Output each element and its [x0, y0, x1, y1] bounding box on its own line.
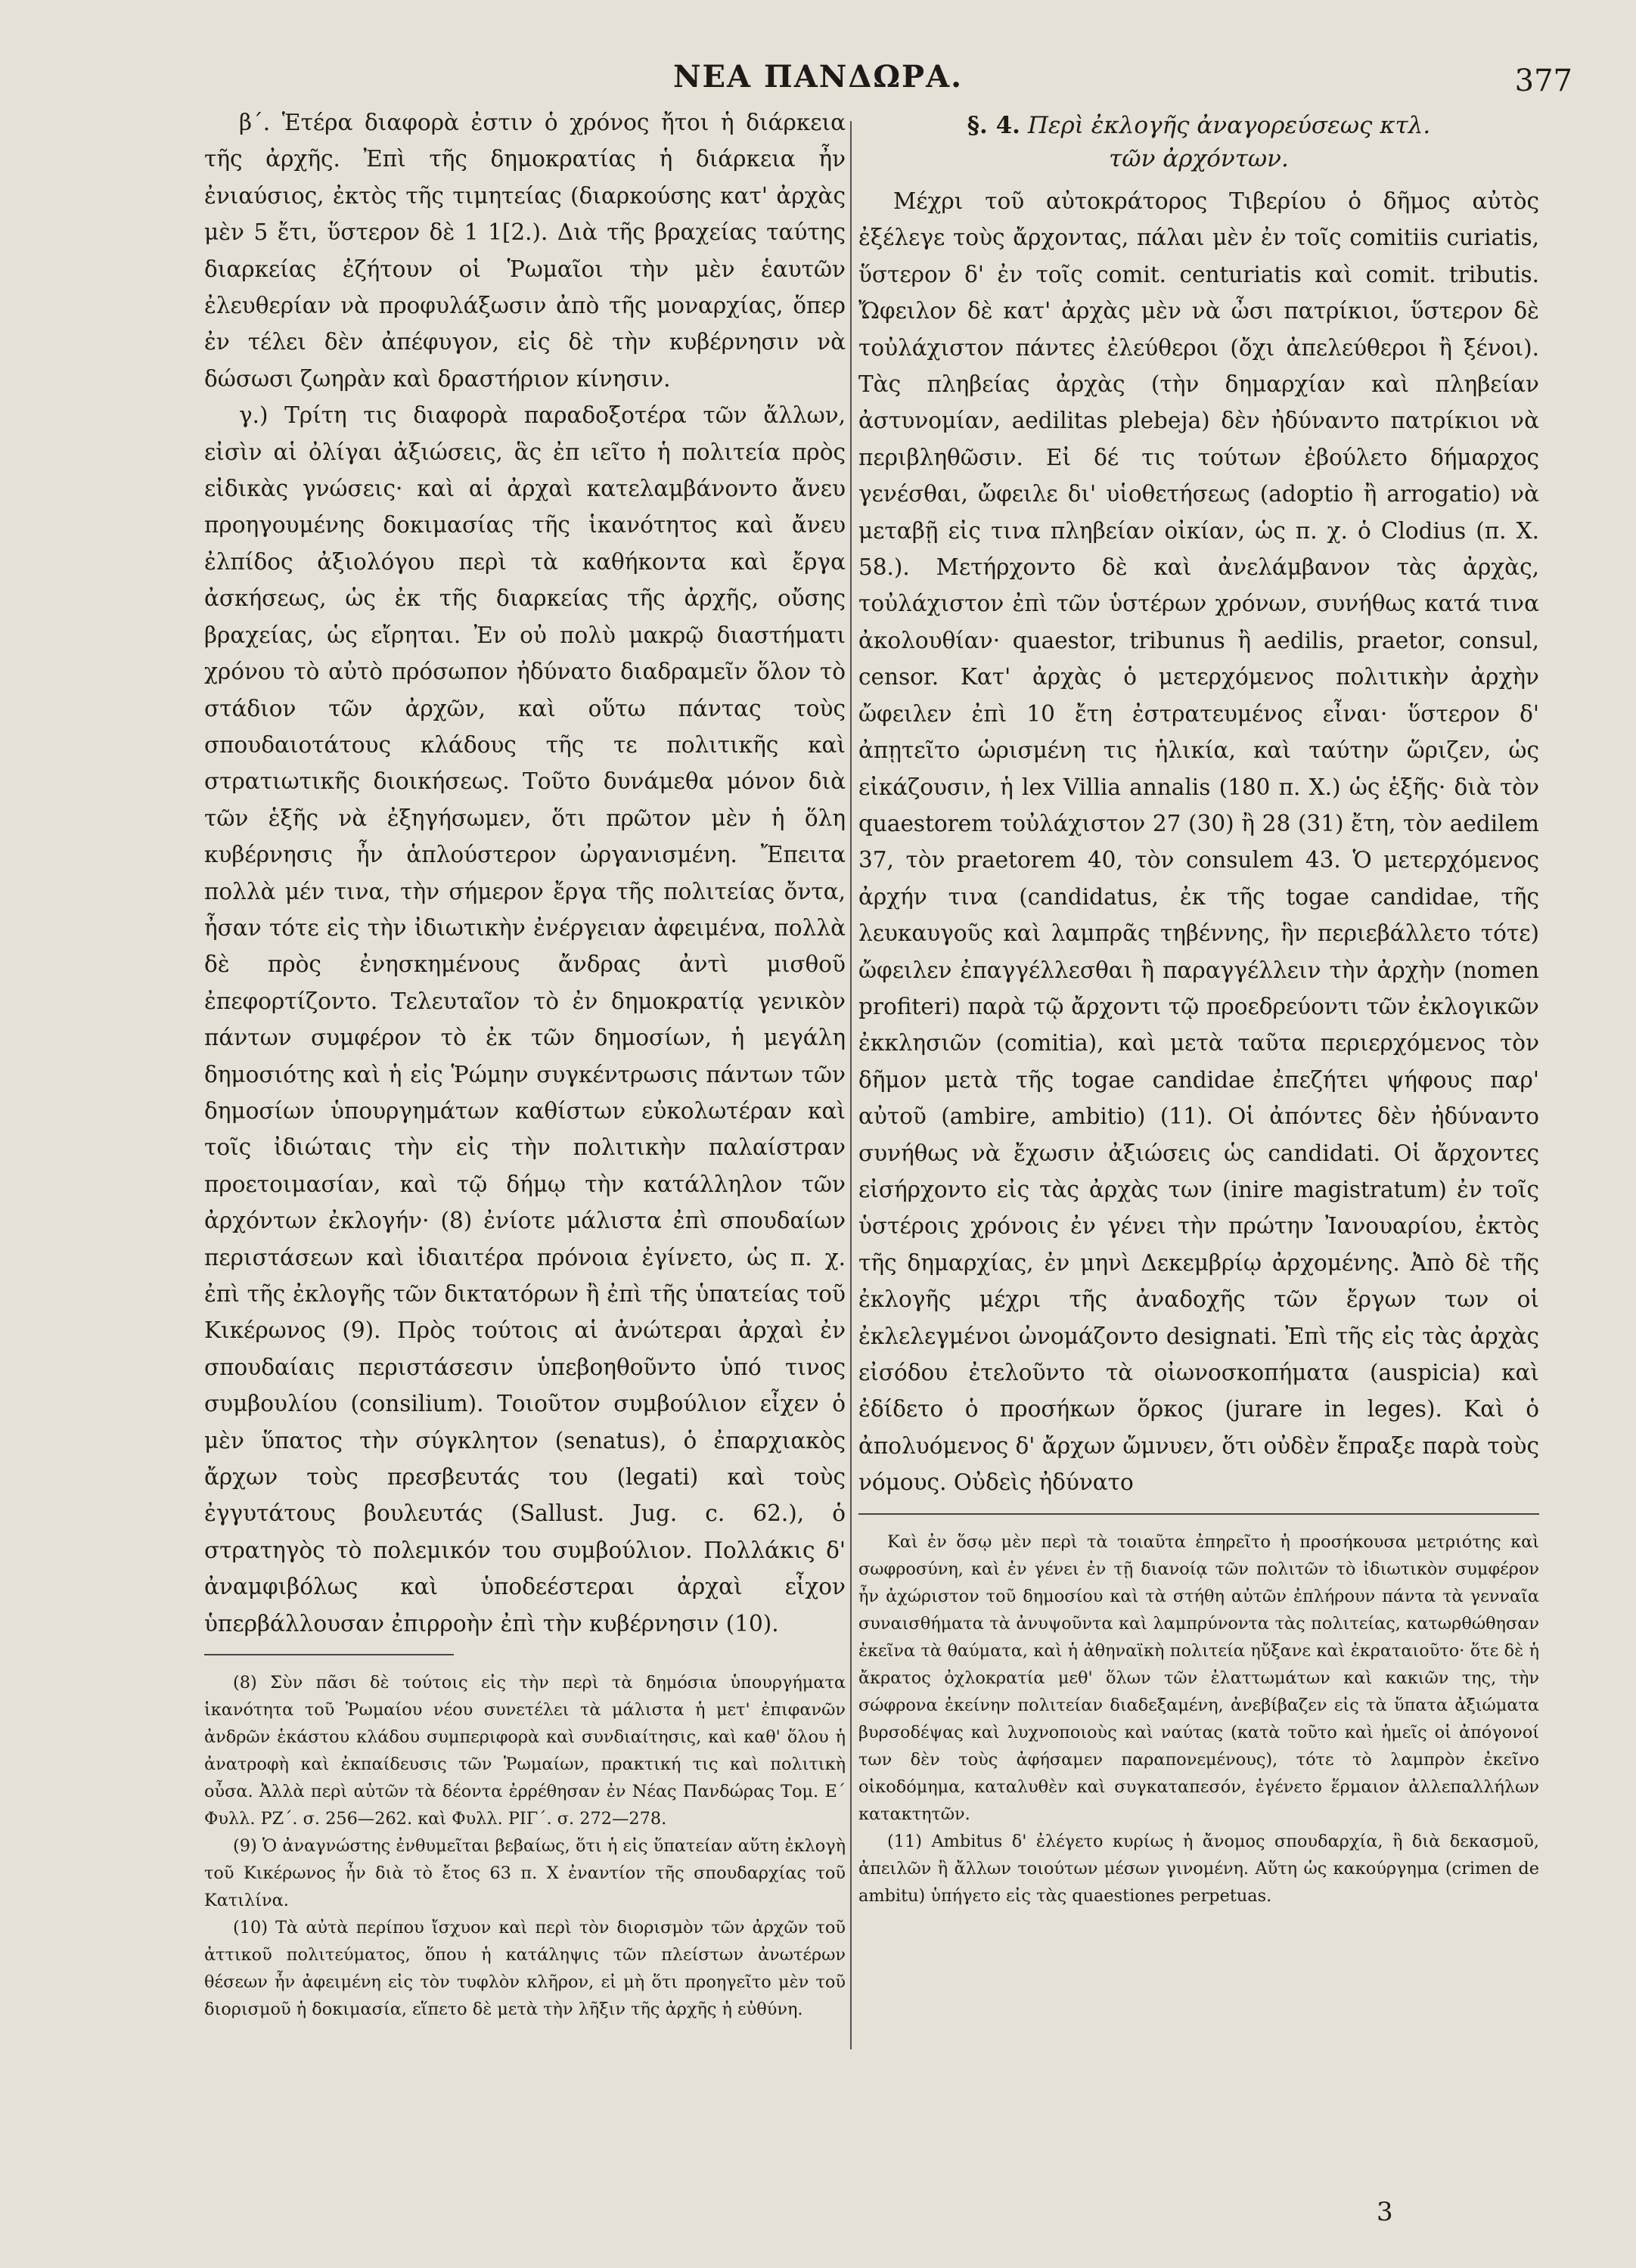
footnote-rule: [204, 1654, 454, 1655]
left-column: [204, 104, 846, 2023]
section-heading: [858, 109, 1539, 175]
page-number: 377: [1514, 64, 1572, 98]
running-header-title: ΝΕΑ ΠΑΝΔΩΡΑ.: [672, 59, 964, 95]
right-paragraph-1: Μέχρι τοῦ αὐτοκράτορος Τιβερίου ὁ δῆμος αὐτὸς ἐξέλεγε τοὺς ἄρχοντας, πάλαι μὲν ἐν τοῖς comitiis curiatis, ὕστερον δ' ἐν τοῖς comit. centuriatis καὶ comit. tributis. Ὤφειλον δὲ κατ' ἀρχὰς μὲν νὰ ὦσι πατρίκιοι, ὕστερον δὲ τοὐλάχιστον πάντες ἐλεύθεροι (ὄχι ἀπελεύθεροι ἢ ξένοι). Τὰς πληβείας ἀρχὰς (τὴν δημαρχίαν καὶ πληβείαν ἀστυνομίαν, aedilitas plebeja) δὲν ἠδύναντο πατρίκιοι νὰ περιβληθῶσιν. Εἰ δέ τις τούτων ἐβούλετο δήμαρχος γενέσθαι, ὤφειλε δι' υἱοθετήσεως (adoptio ἢ arrogatio) νὰ μεταβῇ εἰς τινα πληβείαν οἰκίαν, ὡς π. χ. ὁ Clodius (π. Χ. 58.). Μετήρχοντο δὲ καὶ ἀνελάμβανον τὰς ἀρχὰς, τοὐλάχιστον ἐπὶ τῶν ὑστέρων χρόνων, συνήθως κατά τινα ἀκολουθίαν· quaestor, tribunus ἢ aedilis, praetor, consul, censor. Κατ' ἀρχὰς ὁ μετερχόμενος πολιτικὴν ἀρχὴν ὤφειλεν ἐπὶ 10 ἔτη ἐστρατευμένος εἶναι· ὕστερον δ' ἀπῃτεῖτο ὡρισμένη τις ἡλικία, καὶ ταύτην ὥριζεν, ὡς εἰκάζουσιν, ἡ lex Villia annalis (180 π. Χ.) ὡς ἑξῆς· διὰ τὸν quaestorem τοὐλάχιστον 27 (30) ἢ 28 (31) ἔτη, τὸν aedilem 37, τὸν praetorem 40, τὸν consulem 43. Ὁ μετερχόμενος ἀρχήν τινα (candidatus, ἐκ τῆς togae candidae, τῆς λευκαυγοῦς καὶ λαμπρᾶς τηβέννης, ἣν περιεβάλλετο τότε) ὤφειλεν ἐπαγγέλλεσθαι ἢ παραγγέλλειν τὴν ἀρχὴν (nomen profiteri) παρὰ τῷ ἄρχοντι τῷ προεδρεύοντι τῶν ἐκλογικῶν ἐκκλησιῶν (comitia), καὶ μετὰ ταῦτα περιερχόμενος τὸν δῆμον μετὰ τῆς togae candidae ἐπεζήτει ψήφους παρ' αὐτοῦ (ambire, ambitio) (11). Οἱ ἀπόντες δὲν ἠδύναντο συνήθως νὰ ἔχωσιν ἀξιώσεις ὡς candidati. Οἱ ἄρχοντες εἰσήρχοντο εἰς τὰς ἀρχὰς των (inire magistratum) ἐν τοῖς ὑστέροις χρόνοις ἐν γένει τὴν πρώτην Ἰανουαρίου, ἐκτὸς τῆς δημαρχίας, ἐν μηνὶ Δεκεμβρίῳ ἀρχομένης. Ἀπὸ δὲ τῆς ἐκλογῆς μέχρι τῆς ἀναδοχῆς τῶν ἔργων των οἱ ἐκλελεγμένοι ὠνομάζοντο designati. Ἐπὶ τῆς εἰς τὰς ἀρχὰς εἰσόδου ἐτελοῦντο τὰ οἰωνοσκοπήματα (auspicia) καὶ ἐδίδετο ὁ προσήκων ὅρκος (jurare in leges). Καὶ ὁ ἀπολυόμενος δ' ἄρχων ὤμνυεν, ὅτι οὐδὲν ἔπραξε παρὰ τοὺς νόμους. Οὐδεὶς ἠδύνατο: [858, 188, 1539, 1496]
footnote-10: (10) Τὰ αὐτὰ περίπου ἴσχυον καὶ περὶ τὸν διορισμὸν τῶν ἀρχῶν τοῦ ἀττικοῦ πολιτεύματος, ὅπου ἡ κατάληψις τῶν πλείστων ἀνωτέρων θέσεων ἦν ἀφειμένη εἰς τὸν τυφλὸν κλῆρον, εἰ μὴ ὅτι προηγεῖτο μὲν τοῦ διορισμοῦ ἡ δοκιμασία, εἵπετο δὲ μετὰ τὴν λῆξιν τῆς ἀρχῆς ἡ εὐθύνη.: [204, 1918, 846, 2020]
footnote-9: (9) Ὁ ἀναγνώστης ἐνθυμεῖται βεβαίως, ὅτι ἡ εἰς ὕπατείαν αὕτη ἐκλογὴ τοῦ Κικέρωνος ἦν διὰ τὸ ἔτος 63 π. Χ ἐναντίον τῆς σπουδαρχίας τοῦ Κατιλίνα.: [204, 1836, 846, 1911]
column-divider: [850, 121, 852, 2049]
right-footnotes: [858, 1528, 1539, 1910]
signature-mark: 3: [1377, 2197, 1393, 2227]
left-footnotes: [204, 1669, 846, 2023]
section-title-line1: Περὶ ἐκλογῆς ἀναγορεύσεως κτλ.: [1027, 112, 1431, 139]
left-paragraph-1: β΄. Ἑτέρα διαφορὰ ἐστιν ὁ χρόνος ἤτοι ἡ διάρκεια τῆς ἀρχῆς. Ἐπὶ τῆς δημοκρατίας ἡ διάρκεια ἦν ἐνιαύσιος, ἐκτὸς τῆς τιμητείας (διαρκούσης κατ' ἀρχὰς μὲν 5 ἔτι, ὕστερον δὲ 1 1[2.). Διὰ τῆς βραχείας ταύτης διαρκείας ἐζήτουν οἱ Ῥωμαῖοι τὴν μὲν ἑαυτῶν ἐλευθερίαν νὰ προφυλάξωσιν ἀπὸ τῆς μοναρχίας, ὅπερ ἐν τέλει δὲν ἀπέφυγον, εἰς δὲ τὴν κυβέρνησιν νὰ δώσωσι ζωηρὰν καὶ δραστήριον κίνησιν.: [204, 110, 846, 392]
left-paragraph-2: γ.) Τρίτη τις διαφορὰ παραδοξοτέρα τῶν ἄλλων, εἰσὶν αἱ ὀλίγαι ἀξιώσεις, ἃς ἐπ ιεῖτο ἡ πολιτεία πρὸς εἰδικὰς γνώσεις· καὶ αἱ ἀρχαὶ κατελαμβάνοντο ἄνευ προηγουμένης δοκιμασίας τῆς ἱκανότητος καὶ ἄνευ ἐλπίδος ἀξιολόγου περὶ τὰ καθήκοντα καὶ ἔργα ἀσκήσεως, ὡς ἐκ τῆς διαρκείας τῆς ἀρχῆς, οὔσης βραχείας, ὡς εἴρηται. Ἐν οὐ πολὺ μακρῷ διαστήματι χρόνου τὸ αὐτὸ πρόσωπον ἠδύνατο διαδραμεῖν ὅλον τὸ στάδιον τῶν ἀρχῶν, καὶ οὕτω πάντας τοὺς σπουδαιοτάτους κλάδους τῆς τε πολιτικῆς καὶ στρατιωτικῆς διοικήσεως. Τοῦτο δυνάμεθα μόνον διὰ τῶν ἑξῆς νὰ ἐξηγήσωμεν, ὅτι πρῶτον μὲν ἡ ὅλη κυβέρνησις ἦν ἁπλούστερον ὠργανισμένη. Ἔπειτα πολλὰ μέν τινα, τὴν σήμερον ἔργα τῆς πολιτείας ὄντα, ἦσαν τότε εἰς τὴν ἰδιωτικὴν ἐνέργειαν ἀφειμένα, πολλὰ δὲ πρὸς ἐνησκημένους ἄνδρας ἀντὶ μισθοῦ ἐπεφορτίζοντο. Τελευταῖον τὸ ἐν δημοκρατίᾳ γενικὸν πάντων συμφέρον τὸ ἐκ τῶν δημοσίων, ἡ μεγάλη δημοσιότης καὶ ἡ εἰς Ῥώμην συγκέντρωσις πάντων τῶν δημοσίων ὑπουργημάτων καθίστων εὐκολωτέραν καὶ τοῖς ἰδιώταις τὴν εἰς τὴν πολιτικὴν παλαίστραν προετοιμασίαν, καὶ τῷ δήμῳ τὴν κατάλληλον τῶν ἀρχόντων ἐκλογήν· (8) ἐνίοτε μάλιστα ἐπὶ σπουδαίων περιστάσεων καὶ ἰδιαιτέρα πρόνοια ἐγίνετο, ὡς π. χ. ἐπὶ τῆς ἐκλογῆς τῶν δικτατόρων ἢ ἐπὶ τῆς ὑπατείας τοῦ Κικέρωνος (9). Πρὸς τούτοις αἱ ἀνώτεραι ἀρχαὶ ἐν σπουδαίαις περιστάσεσιν ὑπεβοηθοῦντο ὑπό τινος συμβουλίου (consilium). Τοιοῦτον συμβούλιον εἶχεν ὁ μὲν ὕπατος τὴν σύγκλητον (senatus), ὁ ἐπαρχιακὸς ἄρχων τοὺς πρεσβευτάς του (legati) καὶ τοὺς ἐγγυτάτους βουλευτάς (Sallust. Jug. c. 62.), ὁ στρατηγὸς τὸ πολεμικόν του συμβούλιον. Πολλάκις δ' ἀναμφιβόλως καὶ ὑποδεέστεραι ἀρχαὶ εἶχον ὑπερβάλλουσαν ἐπιρροὴν ἐπὶ τὴν κυβέρνησιν (10).: [204, 402, 846, 1637]
right-column: [858, 104, 1539, 1910]
section-number: §. 4.: [967, 112, 1020, 139]
footnote-11: (11) Ambitus δ' ἐλέγετο κυρίως ἡ ἄνομος σπουδαρχία, ἢ διὰ δεκασμοῦ, ἀπειλῶν ἢ ἄλλων τοιούτων μέσων γινομένη. Αὕτη ὡς κακούργημα (crimen de ambitu) ὑπήγετο εἰς τὰς quaestiones perpetuas.: [858, 1831, 1539, 1906]
section-title-line2: τῶν ἀρχόντων.: [1109, 145, 1289, 172]
footnote-rule-right: [858, 1513, 1539, 1515]
footnote-8: (8) Σὺν πᾶσι δὲ τούτοις εἰς τὴν περὶ τὰ δημόσια ὑπουργήματα ἱκανότητα τοῦ Ῥωμαίου νέου συνετέλει τὰ μάλιστα ἡ μετ' ἐπιφανῶν ἀνδρῶν ἑκάστου κλάδου συμπεριφορὰ καὶ συνδιαίτησις, καὶ καθ' ὅλου ἡ ἀνατροφὴ καὶ ἐκπαίδευσις τῶν Ῥωμαίων, πρακτική τις καὶ πολιτικὴ οὖσα. Ἀλλὰ περὶ αὐτῶν τὰ δέοντα ἐρρέθησαν ἐν Νέας Πανδώρας Τομ. Ε΄ Φυλλ. ΡΖ΄. σ. 256—262. καὶ Φυλλ. ΡΙΓ΄. σ. 272—278.: [204, 1673, 846, 1829]
footnote-10-continued: Καὶ ἐν ὅσῳ μὲν περὶ τὰ τοιαῦτα ἐπηρεῖτο ἡ προσήκουσα μετριότης καὶ σωφροσύνη, καὶ ἐν γένει ἐν τῇ διανοίᾳ τῶν πολιτῶν τὸ ἰδιωτικὸν συμφέρον ἦν ἀχώριστον τοῦ δημοσίου καὶ τὰ στήθη αὐτῶν ἐπλήρουν πάντα τὰ γενναῖα συναισθήματα τὰ ἀνυψοῦντα καὶ λαμπρύνοντα τὰς πολιτείας, κατωρθώθησαν ἐκεῖνα τὰ θαύματα, καὶ ἡ ἀθηναϊκὴ πολιτεία ηὔξανε καὶ ἐκραταιοῦτο· ὅτε δὲ ἡ ἄκρατος ὀχλοκρατία μεθ' ὅλων τῶν ἐλαττωμάτων καὶ κακιῶν της, τὴν σώφρονα ἐκείνην πολιτείαν διαδεξαμένη, ἀνεβίβαζεν εἰς τὰ ὕπατα ἀξιώματα βυρσοδέψας καὶ λυχνοποιοὺς καὶ ναύτας (κατὰ τοῦτο καὶ ἡμεῖς οἱ ἀπόγονοί των δὲν τοὺς ἀφήσαμεν παραπονεμένους), τότε τὸ λαμπρὸν ἐκεῖνο οἰκοδόμημα, καταλυθὲν καὶ συγκαταπεσόν, ἐγένετο ἕρμαιον ἀλλεπαλλήλων κατακτητῶν.: [858, 1531, 1539, 1824]
